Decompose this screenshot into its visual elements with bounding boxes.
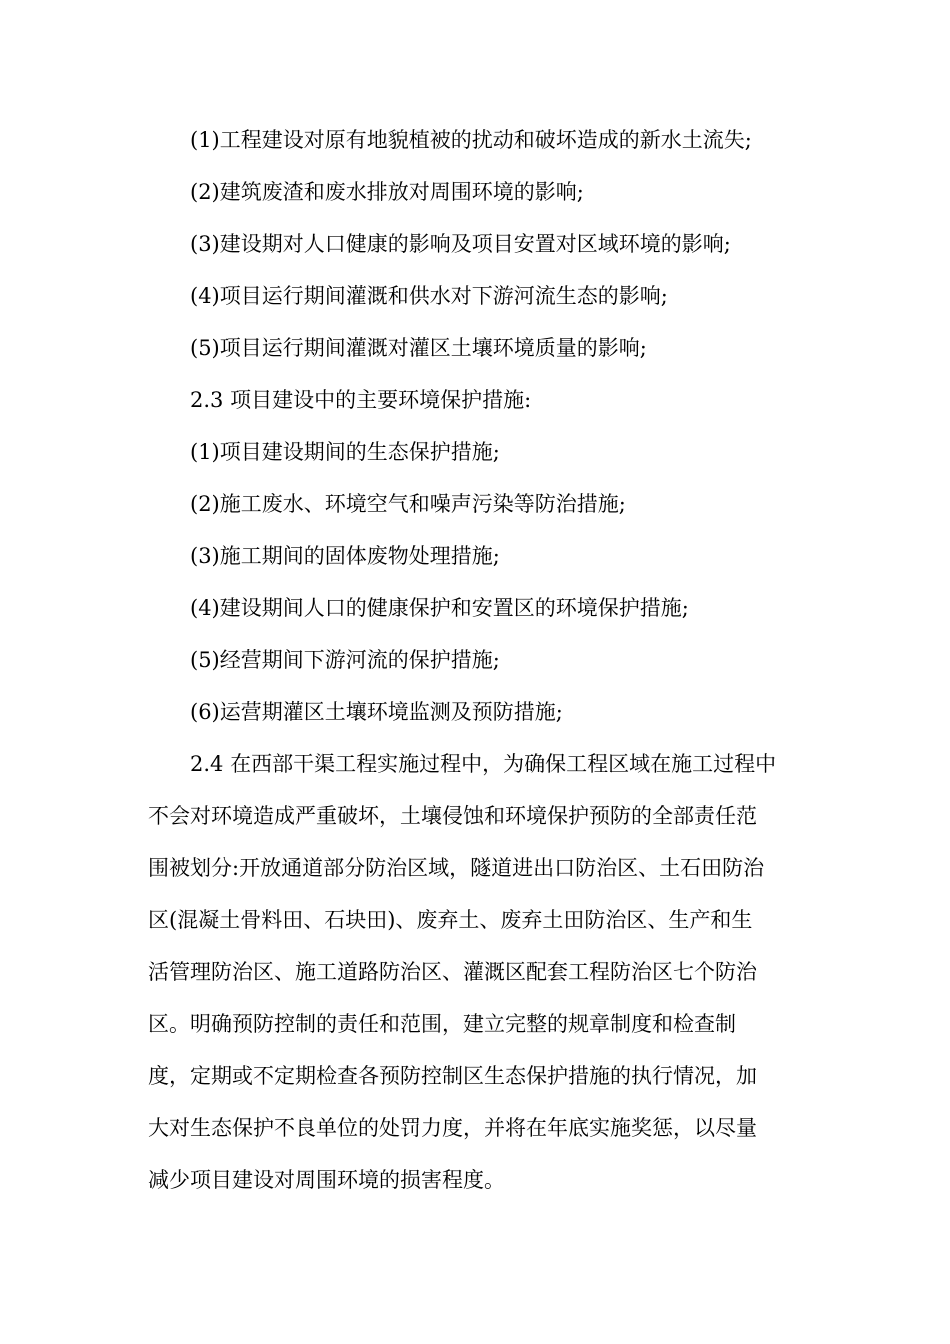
list-item-impact-1: (1)工程建设对原有地貌植被的扰动和破坏造成的新水土流失; — [190, 128, 752, 152]
list-item-impact-4: (4)项目运行期间灌溉和供水对下游河流生态的影响; — [190, 284, 668, 308]
list-item-impact-5: (5)项目运行期间灌溉对灌区土壤环境质量的影响; — [190, 336, 647, 360]
list-item-measure-4: (4)建设期间人口的健康保护和安置区的环境保护措施; — [190, 596, 689, 620]
paragraph-2-4-line: 减少项目建设对周围环境的损害程度。 — [148, 1168, 505, 1192]
paragraph-2-4-line: 区(混凝土骨料田、石块田)、废弃土、废弃土田防治区、生产和生 — [148, 908, 753, 932]
paragraph-2-4-line: 区。明确预防控制的责任和范围，建立完整的规章制度和检查制 — [148, 1012, 736, 1036]
list-item-impact-3: (3)建设期对人口健康的影响及项目安置对区域环境的影响; — [190, 232, 731, 256]
paragraph-2-4-line: 大对生态保护不良单位的处罚力度，并将在年底实施奖惩，以尽量 — [148, 1116, 757, 1140]
paragraph-2-4-line: 围被划分:开放通道部分防治区域，隧道进出口防治区、土石田防治 — [148, 856, 765, 880]
list-item-measure-3: (3)施工期间的固体废物处理措施; — [190, 544, 500, 568]
paragraph-2-4-line: 活管理防治区、施工道路防治区、灌溉区配套工程防治区七个防治 — [148, 960, 757, 984]
paragraph-2-4-line: 2.4 在西部干渠工程实施过程中，为确保工程区域在施工过程中 — [190, 752, 777, 776]
list-item-measure-5: (5)经营期间下游河流的保护措施; — [190, 648, 500, 672]
list-item-measure-1: (1)项目建设期间的生态保护措施; — [190, 440, 500, 464]
list-item-impact-2: (2)建筑废渣和废水排放对周围环境的影响; — [190, 180, 584, 204]
paragraph-2-4-line: 度，定期或不定期检查各预防控制区生态保护措施的执行情况，加 — [148, 1064, 757, 1088]
section-heading-2-3: 2.3 项目建设中的主要环境保护措施: — [190, 388, 532, 412]
paragraph-2-4-line: 不会对环境造成严重破坏，土壤侵蚀和环境保护预防的全部责任范 — [148, 804, 757, 828]
list-item-measure-2: (2)施工废水、环境空气和噪声污染等防治措施; — [190, 492, 626, 516]
list-item-measure-6: (6)运营期灌区土壤环境监测及预防措施; — [190, 700, 563, 724]
